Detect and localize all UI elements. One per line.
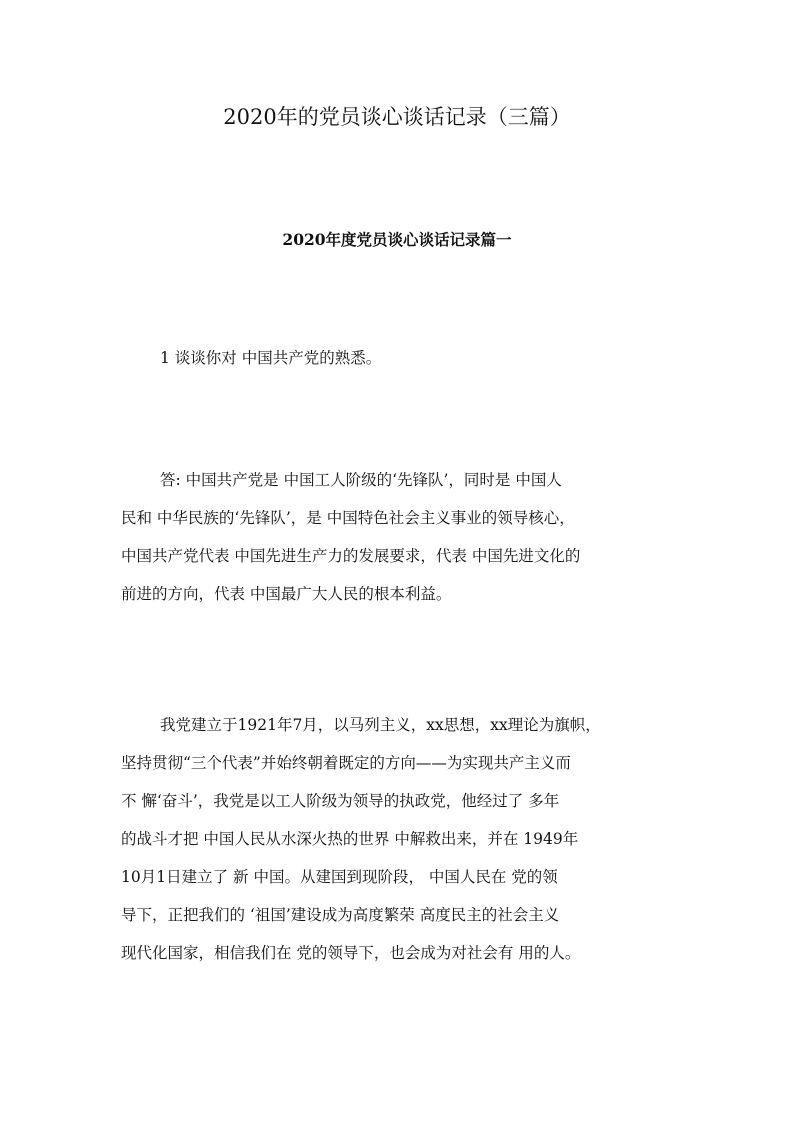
answer-paragraph xyxy=(121,461,681,613)
answer-line: 答: 中国共产党是 中国工人阶级的‘先锋队’，同时是 中国人 xyxy=(160,471,562,489)
section-title: 2020年度党员谈心谈话记录篇一 xyxy=(282,230,512,249)
answer-line: 中国共产党代表 中国先进生产力的发展要求，代表 中国先进文化的 xyxy=(121,547,581,565)
history-line: 我党建立于1921年7月，以马列主义，xx思想，xx理论为旗帜， xyxy=(160,716,601,734)
history-line: 现代化国家，相信我们在 党的领导下，也会成为对社会有 用的人。 xyxy=(121,944,581,962)
history-line: 不 懈‘奋斗’，我党是以工人阶级为领导的执政党，他经过了 多年 xyxy=(121,792,560,810)
history-line: 的战斗才把 中国人民从水深火热的世界 中解救出来，并在 1949年 xyxy=(121,830,579,848)
answer-line: 前进的方向，代表 中国最广大人民的根本利益。 xyxy=(121,585,452,603)
history-line: 10月1日建立了 新 中国。从建国到现阶段， 中国人民在 党的领 xyxy=(121,868,558,886)
document-title: 2020年的党员谈心谈话记录（三篇） xyxy=(223,105,571,129)
history-line: 坚持贯彻“三个代表”并始终朝着既定的方向——为实现共产主义而 xyxy=(121,754,571,772)
history-line: 导下，正把我们的 ‘祖国’建设成为高度繁荣 高度民主的社会主义 xyxy=(121,906,560,924)
question-text: 1 谈谈你对 中国共产党的熟悉。 xyxy=(160,349,382,367)
history-paragraph xyxy=(121,706,681,972)
answer-line: 民和 中华民族的‘先锋队’，是 中国特色社会主义事业的领导核心， xyxy=(121,509,575,527)
